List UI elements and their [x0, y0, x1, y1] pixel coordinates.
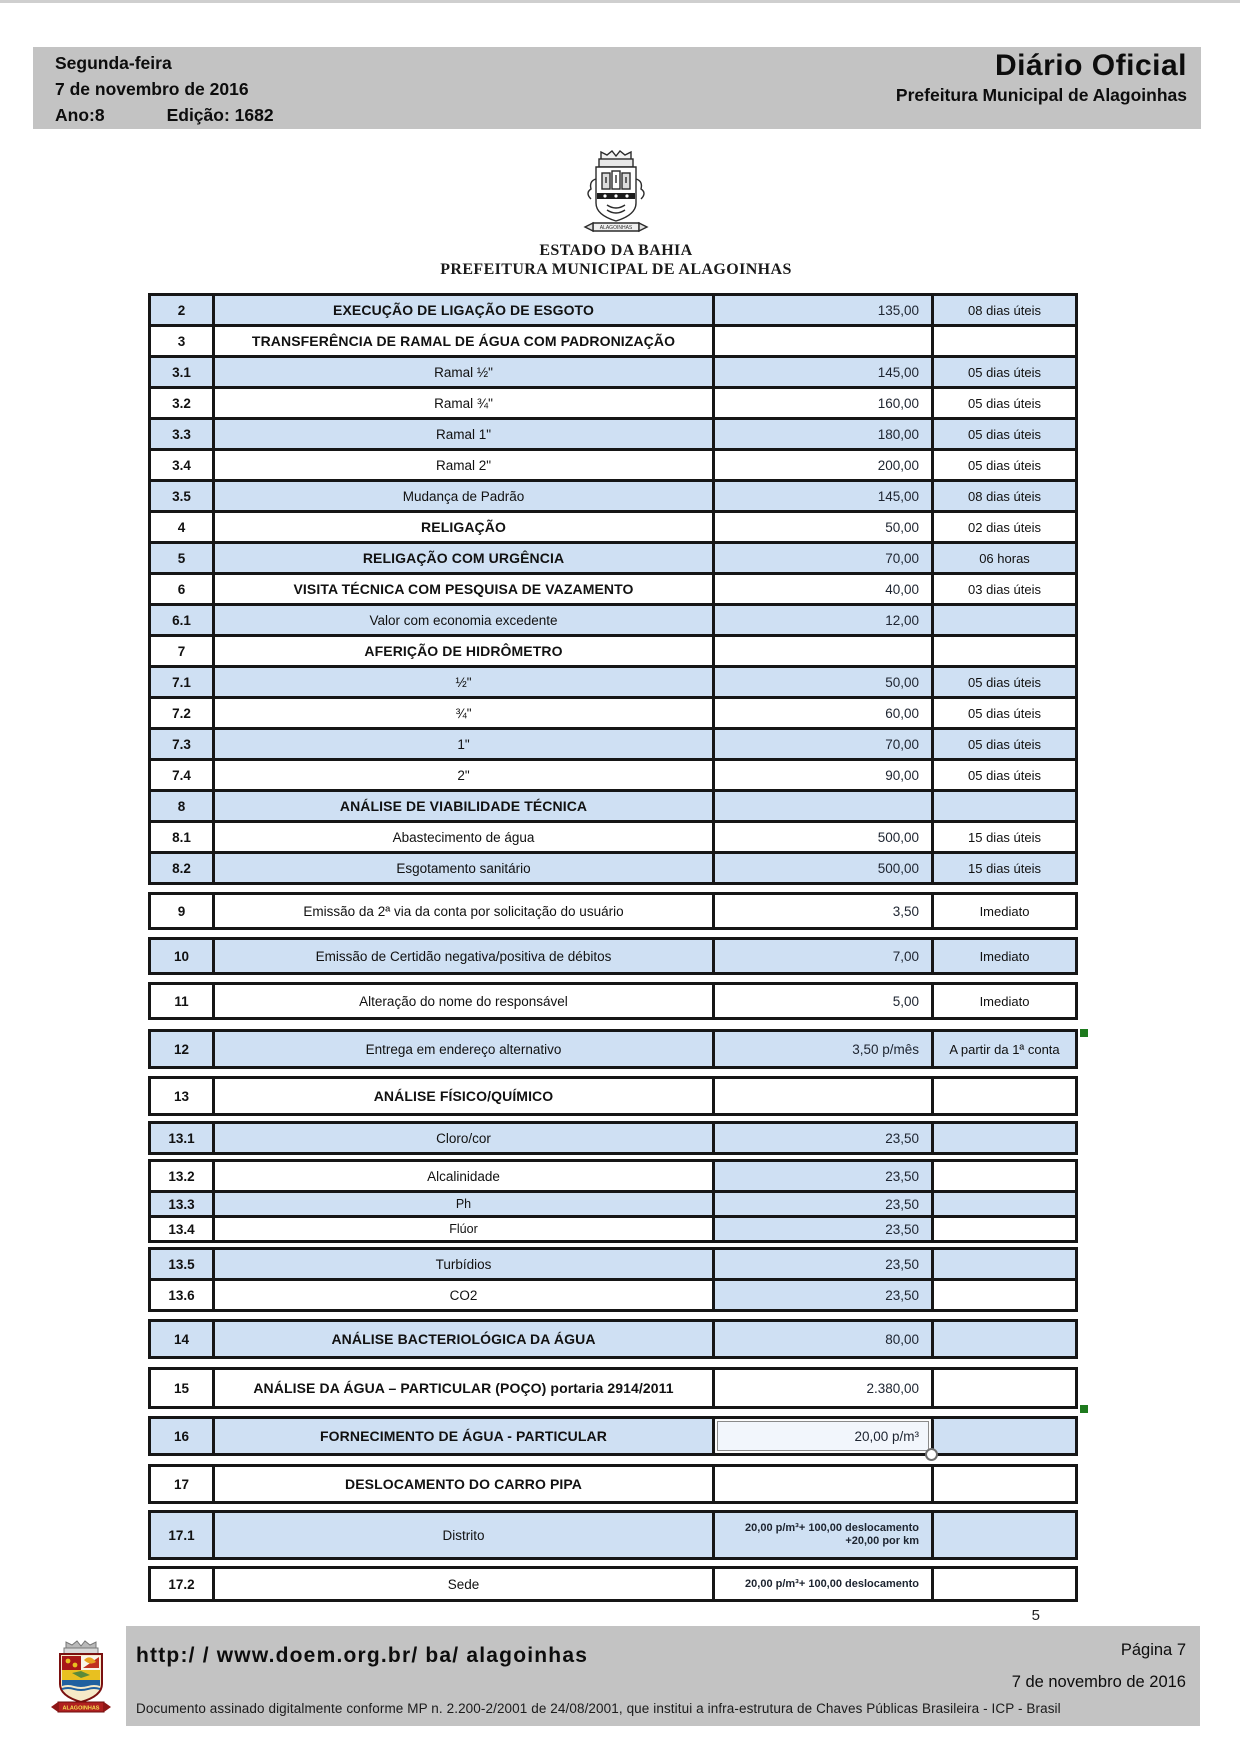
row-code-cell: 3.5 [151, 482, 215, 510]
row-price-cell: 12,00 [715, 606, 934, 634]
row-price-cell: 200,00 [715, 451, 934, 479]
row-description-cell: Abastecimento de água [215, 823, 715, 851]
row-price-cell: 20,00 p/m³ [715, 1419, 934, 1453]
municipal-logo-icon [50, 1640, 112, 1718]
row-term-cell: 05 dias úteis [968, 457, 1041, 473]
table-row [148, 696, 1078, 730]
row-description-cell: Emissão de Certidão negativa/positiva de débitos [215, 940, 715, 972]
row-code-cell: 15 [151, 1370, 215, 1406]
row-description-cell: Distrito [215, 1513, 715, 1557]
row-term-cell: 05 dias úteis [968, 674, 1041, 690]
masthead-subtitle: Prefeitura Municipal de Alagoinhas [895, 85, 1187, 105]
table-row [148, 1215, 1078, 1243]
row-price-cell: 50,00 [715, 513, 934, 541]
table-row [148, 603, 1078, 637]
table-row [148, 1159, 1078, 1193]
header-edition: Edição: 1682 [166, 105, 274, 125]
row-price-cell: 23,50 [715, 1124, 934, 1152]
row-price-cell [715, 1467, 934, 1501]
table-row [148, 293, 1078, 327]
svg-text:ALAGOINHAS: ALAGOINHAS [599, 225, 633, 231]
header-date: 7 de novembro de 2016 [55, 79, 249, 99]
row-description-cell: ¾" [215, 699, 715, 727]
row-term-cell: 05 dias úteis [968, 364, 1041, 380]
price-table [148, 293, 1078, 1624]
row-code-cell: 5 [151, 544, 215, 572]
row-term-cell [934, 637, 1075, 665]
row-price-cell: 70,00 [715, 544, 934, 572]
row-price-cell: 7,00 [715, 940, 934, 972]
row-description-cell: CO2 [215, 1281, 715, 1309]
header-weekday: Segunda-feira [55, 53, 172, 73]
table-row [148, 1510, 1078, 1560]
table-row [148, 1121, 1078, 1155]
row-code-cell: 3.3 [151, 420, 215, 448]
row-code-cell: 7.1 [151, 668, 215, 696]
row-code-cell: 13.5 [151, 1250, 215, 1278]
table-row [148, 982, 1078, 1020]
row-description-cell: Sede [215, 1569, 715, 1599]
municipal-crest-icon [579, 149, 653, 237]
row-code-cell: 13.1 [151, 1124, 215, 1152]
row-description-cell: Ramal ¾" [215, 389, 715, 417]
header-bar [33, 47, 1201, 129]
row-description-cell: 1" [215, 730, 715, 758]
row-code-cell: 13.6 [151, 1281, 215, 1309]
row-code-cell: 3.4 [151, 451, 215, 479]
row-code-cell: 7.3 [151, 730, 215, 758]
row-description-cell: ANÁLISE BACTERIOLÓGICA DA ÁGUA [215, 1322, 715, 1356]
table-row [148, 820, 1078, 854]
row-term-cell [934, 1124, 1075, 1152]
table-row [148, 355, 1078, 389]
row-term-cell [934, 792, 1075, 820]
row-description-cell: ANÁLISE DE VIABILIDADE TÉCNICA [215, 792, 715, 820]
table-row [148, 510, 1078, 544]
row-price-cell: 20,00 p/m³+ 100,00 deslocamento +20,00 por km [715, 1513, 934, 1557]
table-row [148, 386, 1078, 420]
table-row [148, 541, 1078, 575]
row-description-cell: RELIGAÇÃO COM URGÊNCIA [215, 544, 715, 572]
row-code-cell: 17 [151, 1467, 215, 1501]
table-row [148, 892, 1078, 930]
table-row [148, 789, 1078, 823]
row-term-cell: 15 dias úteis [968, 829, 1041, 845]
row-price-cell: 180,00 [715, 420, 934, 448]
row-code-cell: 7 [151, 637, 215, 665]
table-row [148, 1190, 1078, 1218]
table-row [148, 1076, 1078, 1116]
row-description-cell: Alcalinidade [215, 1162, 715, 1190]
row-code-cell: 6 [151, 575, 215, 603]
row-price-cell: 145,00 [715, 358, 934, 386]
row-description-cell: Esgotamento sanitário [215, 854, 715, 882]
row-term-cell: 03 dias úteis [968, 581, 1041, 597]
row-description-cell: Emissão da 2ª via da conta por solicitação do usuário [215, 895, 715, 927]
row-description-cell: TRANSFERÊNCIA DE RAMAL DE ÁGUA COM PADRONIZAÇÃO [215, 327, 715, 355]
row-description-cell: Ph [215, 1193, 715, 1215]
row-code-cell: 6.1 [151, 606, 215, 634]
row-description-cell: ANÁLISE DA ÁGUA – PARTICULAR (POÇO) portaria 2914/2011 [215, 1370, 715, 1406]
row-code-cell: 7.4 [151, 761, 215, 789]
row-price-cell: 50,00 [715, 668, 934, 696]
table-row [148, 1278, 1078, 1312]
header-right-block [896, 48, 1187, 107]
row-term-cell: Imediato [979, 948, 1030, 964]
row-description-cell: DESLOCAMENTO DO CARRO PIPA [215, 1467, 715, 1501]
footer-page-label: Página 7 [1120, 1641, 1186, 1659]
row-code-cell: 2 [151, 296, 215, 324]
row-term-cell [934, 1079, 1075, 1113]
row-description-cell: Ramal ½" [215, 358, 715, 386]
row-price-cell: 23,50 [715, 1193, 934, 1215]
row-term-cell [934, 1370, 1075, 1406]
row-description-cell: Valor com economia excedente [215, 606, 715, 634]
row-description-cell: ½" [215, 668, 715, 696]
row-term-cell: 05 dias úteis [968, 767, 1041, 783]
row-code-cell: 8 [151, 792, 215, 820]
row-description-cell: Alteração do nome do responsável [215, 985, 715, 1017]
row-term-cell [934, 1281, 1075, 1309]
row-term-cell [934, 1193, 1075, 1215]
row-term-cell: 15 dias úteis [968, 860, 1041, 876]
row-price-cell: 500,00 [715, 823, 934, 851]
row-term-cell: 05 dias úteis [968, 705, 1041, 721]
row-description-cell: 2" [215, 761, 715, 789]
row-price-cell: 23,50 [715, 1218, 934, 1240]
row-term-cell [934, 606, 1075, 634]
table-row [148, 1566, 1078, 1602]
row-description-cell: Cloro/cor [215, 1124, 715, 1152]
table-row [148, 634, 1078, 668]
row-code-cell: 14 [151, 1322, 215, 1356]
row-code-cell: 12 [151, 1032, 215, 1066]
table-row [148, 417, 1078, 451]
row-price-cell: 20,00 p/m³+ 100,00 deslocamento [715, 1569, 934, 1599]
row-price-cell: 90,00 [715, 761, 934, 789]
table-row [148, 1319, 1078, 1359]
row-code-cell: 13.3 [151, 1193, 215, 1215]
row-term-cell [934, 1513, 1075, 1557]
table-row [148, 758, 1078, 792]
row-price-cell [715, 327, 934, 355]
row-price-cell: 3,50 p/mês [715, 1032, 934, 1066]
row-price-cell: 70,00 [715, 730, 934, 758]
table-row [148, 448, 1078, 482]
table-row [148, 1416, 1078, 1456]
masthead-title: Diário Oficial [994, 49, 1187, 82]
row-term-cell: Imediato [979, 903, 1030, 919]
row-price-cell: 80,00 [715, 1322, 934, 1356]
row-description-cell: AFERIÇÃO DE HIDRÔMETRO [215, 637, 715, 665]
row-term-cell: A partir da 1ª conta [949, 1041, 1060, 1057]
row-price-cell [715, 792, 934, 820]
row-price-cell: 23,50 [715, 1162, 934, 1190]
footer-date: 7 de novembro de 2016 [1011, 1673, 1186, 1691]
row-term-cell [934, 1162, 1075, 1190]
row-price-cell: 40,00 [715, 575, 934, 603]
row-description-cell: RELIGAÇÃO [215, 513, 715, 541]
table-row [148, 572, 1078, 606]
row-price-cell: 3,50 [715, 895, 934, 927]
row-code-cell: 3 [151, 327, 215, 355]
table-row [148, 851, 1078, 885]
table-row [148, 937, 1078, 975]
header-left-block [55, 50, 274, 128]
row-description-cell: Turbídios [215, 1250, 715, 1278]
row-term-cell [934, 1218, 1075, 1240]
row-term-cell: 05 dias úteis [968, 736, 1041, 752]
row-description-cell: ANÁLISE FÍSICO/QUÍMICO [215, 1079, 715, 1113]
row-price-cell [715, 637, 934, 665]
row-term-cell: 05 dias úteis [968, 395, 1041, 411]
crest-container [0, 149, 1232, 242]
row-description-cell: Ramal 1" [215, 420, 715, 448]
row-code-cell: 8.1 [151, 823, 215, 851]
row-code-cell: 8.2 [151, 854, 215, 882]
table-row [148, 1464, 1078, 1504]
row-description-cell: Ramal 2" [215, 451, 715, 479]
table-row [148, 665, 1078, 699]
row-description-cell: FORNECIMENTO DE ÁGUA - PARTICULAR [215, 1419, 715, 1453]
table-row [148, 727, 1078, 761]
row-code-cell: 9 [151, 895, 215, 927]
row-term-cell [934, 1467, 1075, 1501]
row-term-cell: 02 dias úteis [968, 519, 1041, 535]
row-code-cell: 4 [151, 513, 215, 541]
comment-marker-icon [1080, 1029, 1088, 1037]
row-description-cell: Mudança de Padrão [215, 482, 715, 510]
row-price-cell: 500,00 [715, 854, 934, 882]
row-term-cell: 06 horas [979, 550, 1030, 566]
row-code-cell: 13.2 [151, 1162, 215, 1190]
row-code-cell: 11 [151, 985, 215, 1017]
row-description-cell: Entrega em endereço alternativo [215, 1032, 715, 1066]
footer-signature-note: Documento assinado digitalmente conforme MP n. 2.200-2/2001 de 24/08/2001, que institui a infra-estrutura de Chaves Públicas Brasileira - ICP - Brasil [136, 1701, 1061, 1716]
row-code-cell: 13 [151, 1079, 215, 1113]
row-term-cell: 05 dias úteis [968, 426, 1041, 442]
row-code-cell: 3.1 [151, 358, 215, 386]
row-price-cell: 2.380,00 [715, 1370, 934, 1406]
table-row [148, 479, 1078, 513]
row-price-cell: 23,50 [715, 1250, 934, 1278]
row-description-cell: EXECUÇÃO DE LIGAÇÃO DE ESGOTO [215, 296, 715, 324]
inner-page-number: 5 [1031, 1607, 1040, 1624]
row-description-cell: Flúor [215, 1218, 715, 1240]
row-code-cell: 3.2 [151, 389, 215, 417]
row-price-cell: 5,00 [715, 985, 934, 1017]
footer-right-block [1012, 1634, 1186, 1698]
row-code-cell: 17.1 [151, 1513, 215, 1557]
row-term-cell: Imediato [979, 993, 1030, 1009]
row-code-cell: 10 [151, 940, 215, 972]
row-price-cell: 23,50 [715, 1281, 934, 1309]
row-code-cell: 7.2 [151, 699, 215, 727]
row-term-cell [934, 1569, 1075, 1599]
row-description-cell: VISITA TÉCNICA COM PESQUISA DE VAZAMENTO [215, 575, 715, 603]
row-price-cell: 60,00 [715, 699, 934, 727]
seal-heading [0, 241, 1232, 279]
row-price-cell: 145,00 [715, 482, 934, 510]
row-code-cell: 16 [151, 1419, 215, 1453]
seal-state: ESTADO DA BAHIA [539, 242, 693, 259]
row-term-cell [934, 1322, 1075, 1356]
comment-marker-icon [1080, 1405, 1088, 1413]
header-year: Ano:8 [55, 105, 105, 125]
row-code-cell: 17.2 [151, 1569, 215, 1599]
table-row [148, 1029, 1078, 1069]
row-term-cell [934, 1419, 1075, 1453]
row-price-cell: 160,00 [715, 389, 934, 417]
row-price-cell [715, 1079, 934, 1113]
table-row [148, 1247, 1078, 1281]
row-term-cell: 08 dias úteis [968, 302, 1041, 318]
footer-url: http:/ / www.doem.org.br/ ba/ alagoinhas [136, 1644, 589, 1667]
row-code-cell: 13.4 [151, 1218, 215, 1240]
seal-municipality: PREFEITURA MUNICIPAL DE ALAGOINHAS [440, 261, 792, 278]
table-row [148, 1367, 1078, 1409]
row-term-cell [934, 1250, 1075, 1278]
footer-bar [126, 1626, 1200, 1726]
row-price-cell: 135,00 [715, 296, 934, 324]
svg-text:ALAGOINHAS: ALAGOINHAS [62, 1705, 100, 1712]
footer-logo-container [50, 1640, 112, 1723]
row-term-cell [934, 327, 1075, 355]
row-term-cell: 08 dias úteis [968, 488, 1041, 504]
table-row [148, 324, 1078, 358]
